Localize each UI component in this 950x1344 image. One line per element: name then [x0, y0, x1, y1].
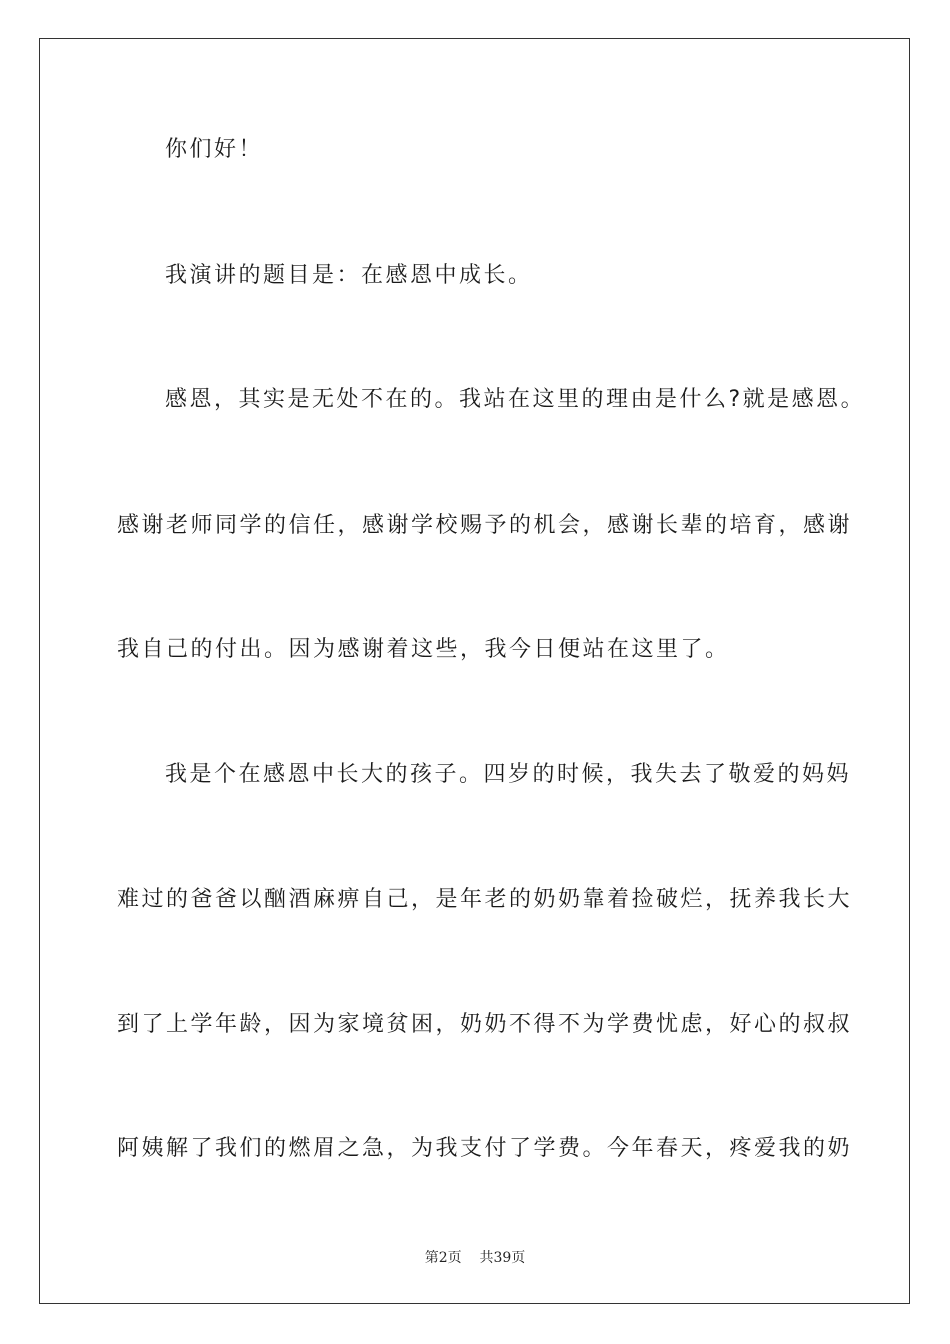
page-footer — [0, 1247, 950, 1267]
text-line-greeting: 你们好！ — [165, 137, 264, 162]
page-border — [39, 38, 910, 1304]
text-line-paragraph-start: 感恩，其实是无处不在的。我站在这里的理由是什么?就是感恩。 — [165, 387, 866, 412]
text-line: 阿姨解了我们的燃眉之急，为我支付了学费。今年春天，疼爱我的奶 — [117, 1136, 853, 1161]
page-total: 共39页 — [479, 1250, 526, 1266]
text-line-topic: 我演讲的题目是：在感恩中成长。 — [165, 263, 533, 288]
text-line: 难过的爸爸以酗酒麻痹自己，是年老的奶奶靠着捡破烂，抚养我长大 — [117, 887, 853, 912]
text-line: 我自己的付出。因为感谢着这些，我今日便站在这里了。 — [117, 637, 730, 662]
text-line: 感谢老师同学的信任，感谢学校赐予的机会，感谢长辈的培育，感谢 — [117, 513, 853, 538]
text-line-paragraph-start: 我是个在感恩中长大的孩子。四岁的时候，我失去了敬爱的妈妈 — [165, 762, 852, 787]
text-line: 到了上学年龄，因为家境贫困，奶奶不得不为学费忧虑，好心的叔叔 — [117, 1012, 853, 1037]
page-number: 第2页 — [424, 1250, 462, 1266]
